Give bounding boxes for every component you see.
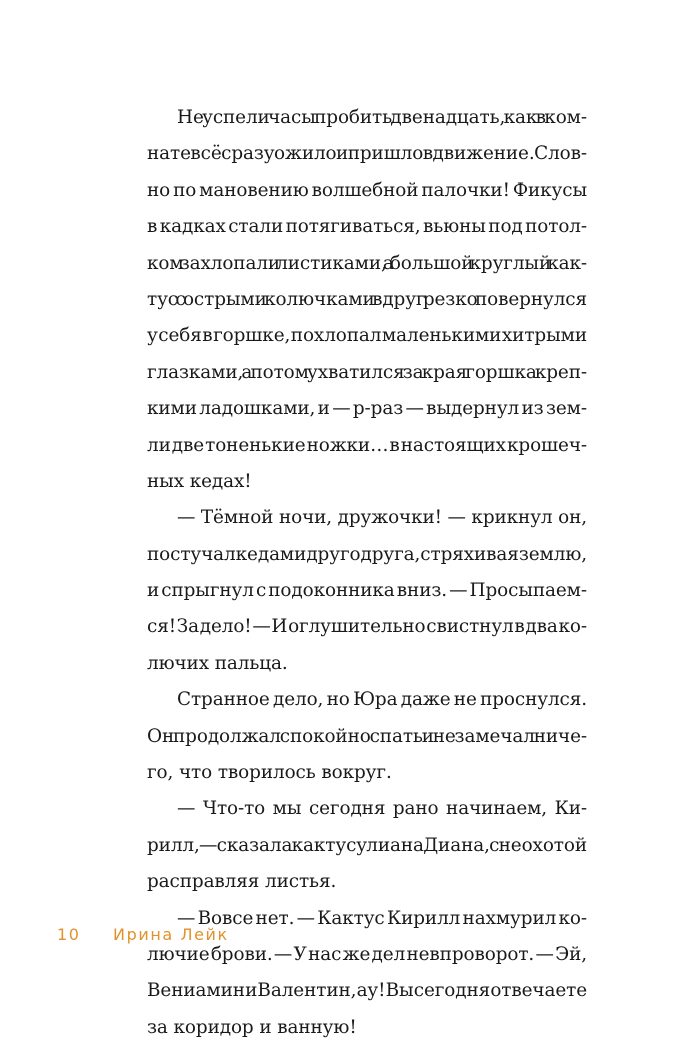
text-line: лючих пальца. <box>147 652 288 674</box>
page-number: 10 <box>57 925 81 944</box>
text-line: ли две тоненькие ножки… в настоящих крошеч- <box>147 434 587 456</box>
text-line: за коридор и ванную! <box>147 1016 357 1038</box>
text-line: нате всё сразу ожило и пришло в движение. Слов- <box>147 143 587 165</box>
body-text <box>117 100 587 1046</box>
text-line: — Тёмной ночи, дружочки! — крикнул он, <box>177 507 587 529</box>
paragraph-5 <box>117 901 587 1046</box>
text-line: — Вовсе нет. — Кактус Кирилл нахмурил ко- <box>177 907 587 929</box>
paragraph-2 <box>117 500 587 682</box>
paragraph-4 <box>117 791 587 900</box>
text-line: постучал кедами друг о друга, стряхивая землю, <box>147 543 587 565</box>
text-line: ком захлопали листиками, а большой круглый как- <box>147 252 587 274</box>
text-line: и спрыгнул с подоконника вниз. — Просыпаем- <box>147 580 587 602</box>
text-line: ся! За дело! — И оглушительно свистнул в два ко- <box>147 616 587 638</box>
paragraph-1 <box>117 100 587 500</box>
text-line: го, что творилось вокруг. <box>147 762 392 784</box>
text-line: расправляя листья. <box>147 871 337 893</box>
text-line: лючие брови. — У нас же дел невпроворот. — Эй, <box>147 943 587 965</box>
text-line: Он продолжал спокойно спать и не замечал ниче- <box>147 725 587 747</box>
text-line: рилл, — сказала кактусу лиана Диана, с неохотой <box>147 834 587 856</box>
text-line: в кадках стали потягиваться, вьюны под потол- <box>147 216 587 238</box>
text-line: ных кедах! <box>147 470 252 492</box>
text-line: глазками, а потом ухватился за края горшка креп- <box>147 361 587 383</box>
text-line: у себя в горшке, похлопал маленькими хитрыми <box>147 325 587 347</box>
text-line: кими ладошками, и — р-раз — выдернул из зем- <box>147 398 587 420</box>
paragraph-3 <box>117 682 587 791</box>
running-footer-author: Ирина Лейк <box>113 925 229 944</box>
text-line: тус с острыми колючками вдруг резко повернулся <box>147 288 587 310</box>
text-line: Не успели часы пробить двенадцать, как в ком- <box>177 107 587 128</box>
text-line: Вениамин и Валентин, ау! Вы сегодня отвечаете <box>147 980 587 1002</box>
text-line: Странное дело, но Юра даже не проснулся. <box>177 689 587 711</box>
text-line: но по мановению волшебной палочки! Фикусы <box>147 179 587 201</box>
text-line: — Что-то мы сегодня рано начинаем, Ки- <box>177 798 587 820</box>
